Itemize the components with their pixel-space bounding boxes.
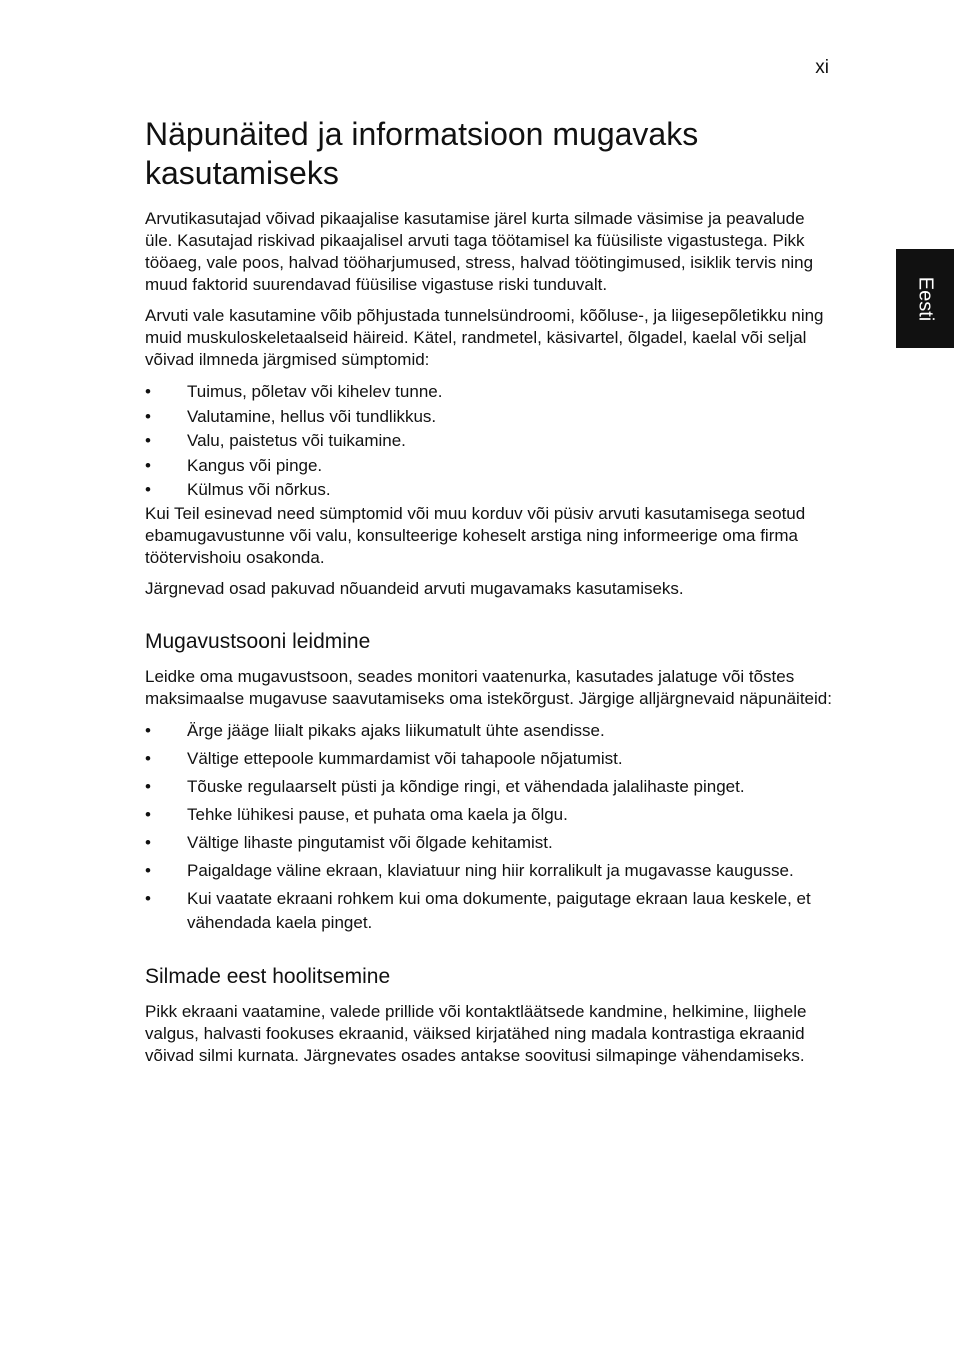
bullet-icon: •	[145, 406, 151, 426]
list-item-text: Kangus või pinge.	[187, 455, 323, 475]
section-paragraph: Leidke oma mugavustsoon, seades monitori vaatenurka, kasutades jalatuge või tõstes maksimaalse mugavuse saavutamiseks oma istekõrgust. Järgige alljärgnevaid näpunäiteid:	[145, 666, 832, 708]
bullet-icon: •	[145, 748, 151, 768]
section-heading: Silmade eest hoolitsemine	[145, 964, 391, 988]
list-item-text: Tehke lühikesi pause, et puhata oma kaela ja õlgu.	[187, 804, 568, 824]
list-item-text: Paigaldage väline ekraan, klaviatuur ning hiir korralikult ja mugavasse kaugusse.	[187, 860, 794, 880]
page-number: xi	[815, 57, 829, 78]
symptom-list	[145, 380, 835, 503]
list-item	[145, 887, 835, 935]
list-item	[145, 803, 835, 827]
list-item-text: Tõuske regulaarselt püsti ja kõndige ringi, et vähendada jalalihaste pinget.	[187, 776, 745, 796]
bullet-icon: •	[145, 720, 151, 740]
list-item-text: Valu, paistetus või tuikamine.	[187, 431, 406, 450]
bullet-icon: •	[145, 804, 151, 824]
bullet-icon: •	[145, 382, 151, 401]
section-paragraph: Pikk ekraani vaatamine, valede prillide või kontaktläätsede kandmine, helkimine, liighele valgus, halvasti fookuses ekraanid, väiksed kirjatähed ning madala kontrastiga ekraanid võivad silmi kurnata. Järgnevates osades antakse soovitusi silmapinge vähendamiseks.	[145, 1001, 807, 1065]
section-heading: Mugavustsooni leidmine	[145, 629, 371, 653]
list-item-text: Vältige ettepoole kummardamist või tahapoole nõjatumist.	[187, 748, 623, 768]
bullet-icon: •	[145, 860, 151, 880]
intro-paragraph-2: Arvuti vale kasutamine võib põhjustada tunnelsündroomi, kõõluse-, ja liigesepõletikku ning muid muskuloskeletaalseid häireid. Kätel, randmetel, käsivartel, õlgadel, kaelal või seljal võivad ilmneda järgmised sümptomid:	[145, 306, 824, 369]
intro-paragraph-3: Kui Teil esinevad need sümptomid või muu korduv või püsiv arvuti kasutamisega seotud ebamugavustunne või valu, konsulteerige koheselt arstiga ning informeerige oma firma töötervishoiu osakonda.	[145, 503, 806, 567]
list-item	[145, 429, 835, 454]
list-item	[145, 859, 835, 883]
bullet-icon: •	[145, 455, 151, 475]
list-item-text: Külmus või nõrkus.	[187, 480, 331, 499]
language-tab-label: Eesti	[914, 276, 937, 321]
page-content	[145, 115, 835, 1076]
list-item	[145, 719, 835, 743]
list-item-text: Tuimus, põletav või kihelev tunne.	[187, 382, 443, 401]
list-item	[145, 775, 835, 799]
list-item-text: Kui vaatate ekraani rohkem kui oma dokumente, paigutage ekraan laua keskele, et vähendada kaela pinget.	[187, 888, 811, 932]
bullet-icon: •	[145, 832, 151, 852]
intro-paragraph-4: Järgnevad osad pakuvad nõuandeid arvuti mugavamaks kasutamiseks.	[145, 578, 684, 598]
tips-list	[145, 719, 835, 935]
list-item	[145, 380, 835, 405]
bullet-icon: •	[145, 480, 151, 499]
bullet-icon: •	[145, 431, 151, 450]
list-item	[145, 831, 835, 855]
language-tab	[896, 249, 954, 348]
list-item-text: Valutamine, hellus või tundlikkus.	[187, 406, 437, 426]
section-comfort-zone	[145, 629, 835, 935]
bullet-icon: •	[145, 776, 151, 796]
list-item	[145, 478, 835, 503]
section-eye-care	[145, 964, 835, 1067]
list-item-text: Ärge jääge liialt pikaks ajaks liikumatult ühte asendisse.	[187, 720, 605, 740]
bullet-icon: •	[145, 888, 151, 908]
list-item-text: Vältige lihaste pingutamist või õlgade kehitamist.	[187, 832, 553, 852]
list-item	[145, 747, 835, 771]
list-item	[145, 454, 835, 479]
page-title: Näpunäited ja informatsioon mugavaks kasutamiseks	[145, 116, 699, 191]
list-item	[145, 405, 835, 430]
intro-paragraph-1: Arvutikasutajad võivad pikaajalise kasutamise järel kurta silmade väsimise ja peavalude üle. Kasutajad riskivad pikaajalisel arvuti taga töötamisel ka füüsiliste vigastustega. Pikk tööaeg, vale poos, halvad tööharjumused, stress, halvad töötingimused, isiklik tervis ning muud faktorid suurendavad füüsilise vigastuse riski tunduvalt.	[145, 209, 814, 294]
